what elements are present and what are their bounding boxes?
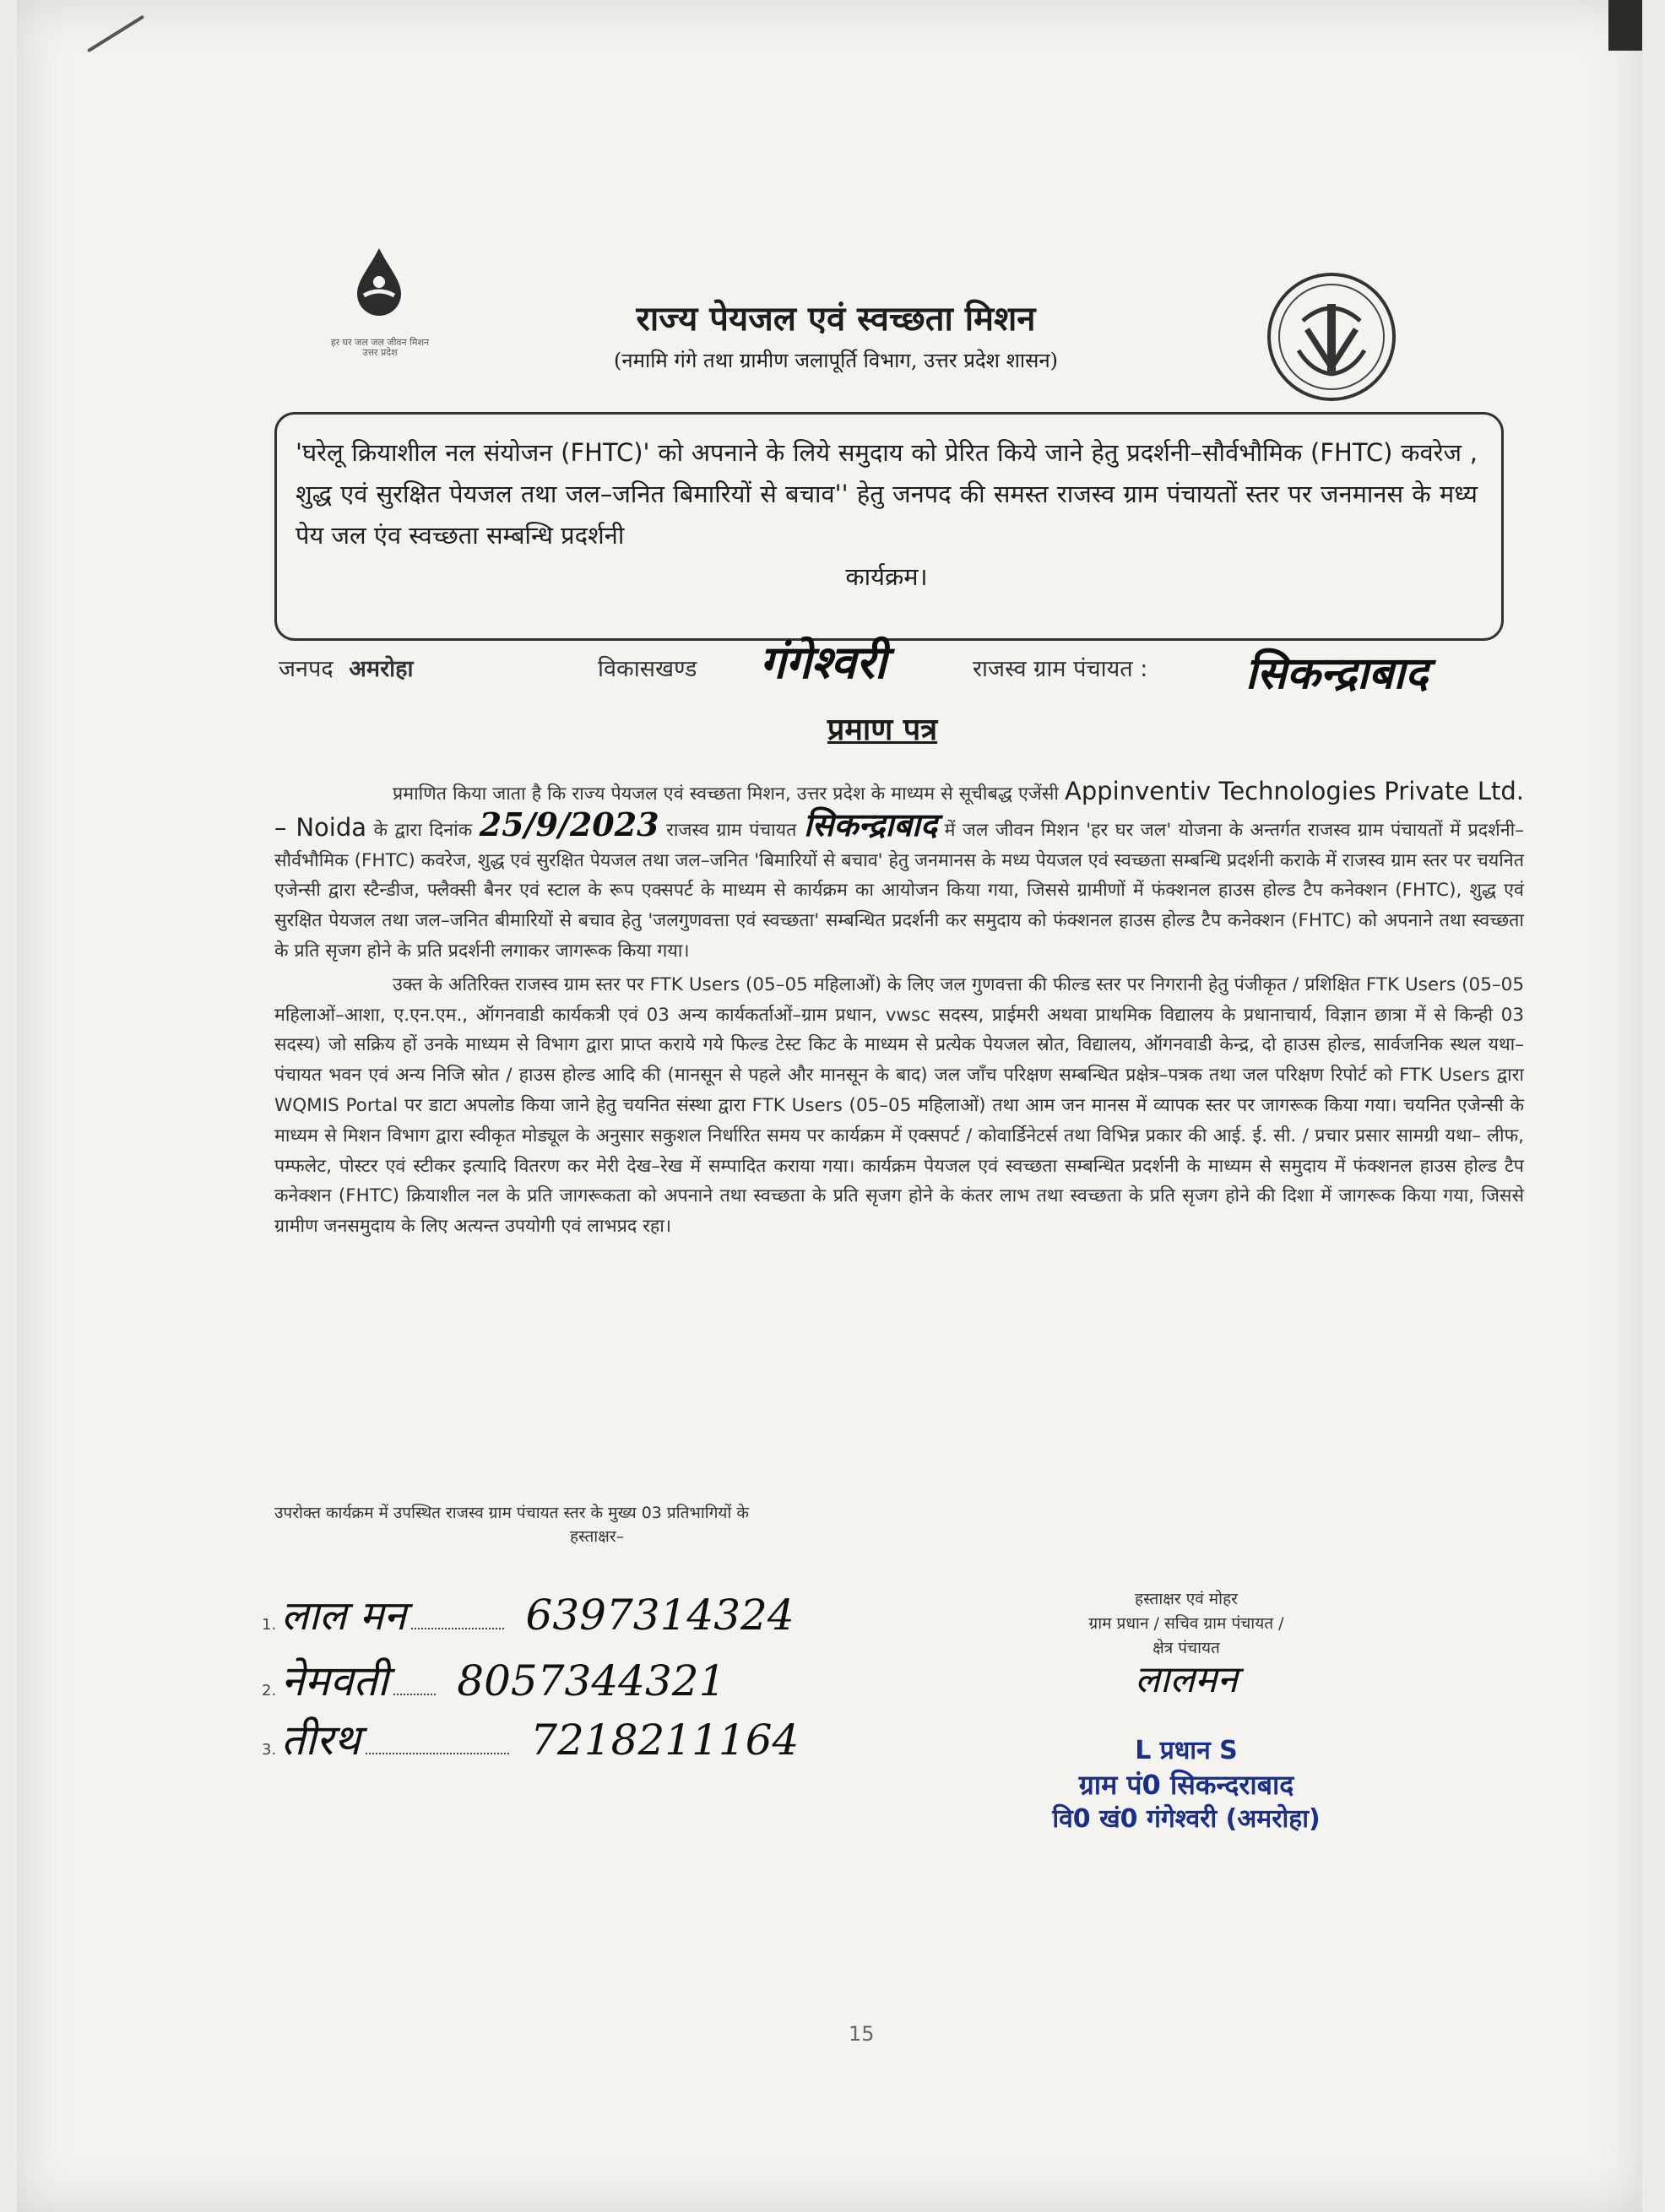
background-edge — [1608, 0, 1642, 51]
signatories-heading-line2: हस्ताक्षर– — [570, 1527, 625, 1546]
certificate-body — [274, 777, 1524, 1245]
page-number: 15 — [849, 2022, 875, 2046]
p1-text-c: राजस्व ग्राम पंचायत — [666, 819, 797, 841]
panchayat-value-handwritten: सिकन्द्राबाद — [1245, 648, 1429, 699]
signatory-number: 2. — [262, 1682, 277, 1700]
dotted-line — [411, 1628, 504, 1629]
signatory-number: 1. — [262, 1616, 277, 1634]
signatory-2 — [262, 1651, 725, 1708]
p1-text-a: प्रमाणित किया जाता है कि राज्य पेयजल एवं स्वच्छता मिशन, उत्तर प्रदेश के माध्यम से सूचीबद्ध एजेंसी — [393, 783, 1059, 805]
pen-mark — [87, 15, 144, 53]
signatory-number: 3. — [262, 1741, 277, 1759]
program-text-end: कार्यक्रम। — [845, 562, 928, 591]
authority-line-2: ग्राम प्रधान / सचिव ग्राम पंचायत / — [1088, 1614, 1284, 1633]
water-drop-icon — [352, 247, 406, 319]
stamp-line-1: L प्रधान S — [1135, 1736, 1238, 1765]
authority-line-1: हस्ताक्षर एवं मोहर — [1135, 1590, 1238, 1608]
pradhan-signature: लालमन — [1135, 1658, 1238, 1701]
mission-title: राज्य पेयजल एवं स्वच्छता मिशन — [636, 299, 1036, 339]
district-field — [279, 652, 413, 683]
body-paragraph-1 — [274, 777, 1524, 967]
signatory-3 — [262, 1710, 799, 1767]
authority-line-3: क्षेत्र पंचायत — [1152, 1639, 1220, 1657]
p1-text-d: में जल जीवन मिशन 'हर घर जल' योजना के अन्तर्गत राजस्व ग्राम पंचायतों में प्रदर्शनी–सौर्वभौमिक (FHTC) कवरेज, शुद्ध एवं सुरक्षित पेयजल तथा जल–जनित 'बिमारियों से बचाव' हेतु जनमानस के मध्य पेयजल एवं स्वच्छता सम्बन्धि प्रदर्शनी कराके में राजस्व ग्राम स्तर पर चयनित एजेन्सी द्वारा स्टैन्डीज, फ्लैक्सी बैनर एवं स्टाल के रूप एक्सपर्ट के माध्यम से कार्यक्रम का आयोजन किया गया, जिससे ग्रामीणों में फंक्शनल हाउस होल्ड टैप कनेक्शन (FHTC), शुद्ध एवं सुरक्षित पेयजल तथा जल–जनित बीमारियों से बचाव हेतु 'जलगुणवत्ता एवं स्वच्छता' सम्बन्धित प्रदर्शनी कर समुदाय को फंक्शनल हाउस होल्ड टैप कनेक्शन (FHTC) को अपनाने तथा स्वच्छता के प्रति सृजग होने के प्रति प्रदर्शनी लगाकर जागरूक किया गया। — [274, 819, 1524, 962]
stamp-line-2: ग्राम पं0 सिकन्दराबाद — [1078, 1769, 1294, 1801]
certificate-title: प्रमाण पत्र — [827, 713, 938, 747]
block-value-handwritten: गंगेश्वरी — [760, 635, 887, 689]
document-page — [17, 0, 1642, 2212]
signatory-name: लाल मन — [280, 1592, 407, 1640]
signatories-heading — [274, 1501, 967, 1548]
program-description — [296, 432, 1478, 598]
pradhan-stamp — [1013, 1735, 1359, 1836]
signatories-heading-line1: उपरोक्त कार्यक्रम में उपस्थित राजस्व ग्राम पंचायत स्तर के मुख्य 03 प्रतिभागियों के — [274, 1504, 749, 1522]
panchayat-label: राजस्व ग्राम पंचायत : — [973, 656, 1148, 682]
program-text: 'घरेलू क्रियाशील नल संयोजन (FHTC)' को अपनाने के लिये समुदाय को प्रेरित किये जाने हेतु प्रदर्शनी–सौर्वभौमिक (FHTC) कवरेज , शुद्ध एवं सुरक्षित पेयजल तथा जल–जनित बिमारियों से बचाव'' हेतु जनपद की समस्त राजस्व ग्राम पंचायतों स्तर पर जनमानस के मध्य पेय जल एंव स्वच्छता सम्बन्धि प्रदर्शनी — [296, 438, 1478, 550]
district-value: अमरोहा — [349, 656, 414, 682]
agency-name: Appinventiv Technologies Private Ltd. – Noida — [274, 777, 1525, 842]
signatory-1 — [262, 1587, 795, 1642]
signatory-name: नेमवती — [280, 1656, 388, 1705]
signatory-phone: 7218211164 — [530, 1716, 800, 1765]
program-date-handwritten: 25/9/2023 — [479, 805, 659, 843]
body-paragraph-2: उक्त के अतिरिक्त राजस्व ग्राम स्तर पर FTK Users (05–05 महिलाओं) के लिए जल गुणवत्ता की फील्ड स्तर पर निगरानी हेतु पंजीकृत / प्रशिक्षित FTK Users (05–05 महिलाओं–आशा, ए.एन.एम., ऑगनवाडी कार्यकत्री एवं 03 अन्य कार्यकर्ताओं–ग्राम प्रधान, vwsc सदस्य, प्राईमरी अथवा प्राथमिक विद्यालय के प्रधानाचार्य, विज्ञान छात्रा में से किन्ही 03 सदस्य) जो सक्रिय हों उनके माध्यम से विभाग द्वारा प्राप्त कराये गये फिल्ड टेस्ट किट के माध्यम से प्रत्येक पेयजल स्रोत, विद्यालय, ऑगनवाडी केन्द्र, दो हाउस होल्ड, सार्वजनिक स्थल यथा–पंचायत भवन एवं अन्य निजि स्रोत / हाउस होल्ड आदि की (मानसून से पहले और मानसून के बाद) जल जाँच परिक्षण सम्बन्धित प्रक्षेत्र–पत्रक तथा जल परिक्षण रिपोर्ट को FTK Users द्वारा WQMIS Portal पर डाटा अपलोड किया जाने हेतु चयनित संस्था द्वारा FTK Users (05–05 महिलाओं) तथा आम जन मानस में व्यापक स्तर पर जागरूक किया गया। चयनित एजेन्सी के माध्यम से मिशन विभाग द्वारा स्वीकृत मोड्यूल के अनुसार सकुशल निर्धारित समय पर कार्यक्रम में एक्सपर्ट / कोवार्डिनेटर्स तथा विभिन्न प्रकार की आई. ई. सी. / प्रचार प्रसार सामग्री यथा– लीफ, पम्फलेट, पोस्टर एवं स्टीकर इत्यादि वितरण कर मेरी देख–रेख में सम्पादित कराया गया। कार्यक्रम पेयजल एवं स्वच्छता सम्बन्धित प्रदर्शनी के माध्यम से समुदाय में फंक्शनल हाउस होल्ड टैप कनेक्शन (FHTC) क्रियाशील नल के प्रति जागरूकता को अपनाने तथा स्वच्छता के प्रति सृजग होने के कंतर लाभ तथा स्वच्छता के प्रति सृजग होने की दिशा में जागरूक किया गया, जिससे ग्रामीण जनसमुदाय के लिए अत्यन्त उपयोगी एवं लाभप्रद रहा। — [274, 973, 1524, 1238]
signatory-phone: 8057344321 — [457, 1656, 726, 1705]
dotted-line — [393, 1694, 436, 1695]
logo-caption: हर घर जल जल जीवन मिशन उत्तर प्रदेश — [330, 337, 430, 358]
jal-jeevan-logo — [325, 247, 435, 373]
block-label: विकासखण्ड — [598, 656, 697, 682]
stamp-line-3: वि0 खं0 गंगेश्वरी (अमरोहा) — [1052, 1804, 1321, 1834]
village-handwritten: सिकन्द्राबाद — [803, 805, 938, 843]
authority-block — [1009, 1587, 1364, 1700]
dotted-line — [366, 1753, 509, 1754]
mission-subtitle: (नमामि गंगे तथा ग्रामीण जलापूर्ति विभाग, उत्तर प्रदेश शासन) — [613, 349, 1059, 372]
district-label: जनपद — [279, 656, 334, 682]
p1-text-b: के द्वारा दिनांक — [373, 819, 473, 841]
state-emblem-icon — [1265, 270, 1398, 404]
signatory-phone: 6397314324 — [525, 1591, 795, 1640]
signatory-name: तीरथ — [280, 1716, 361, 1765]
